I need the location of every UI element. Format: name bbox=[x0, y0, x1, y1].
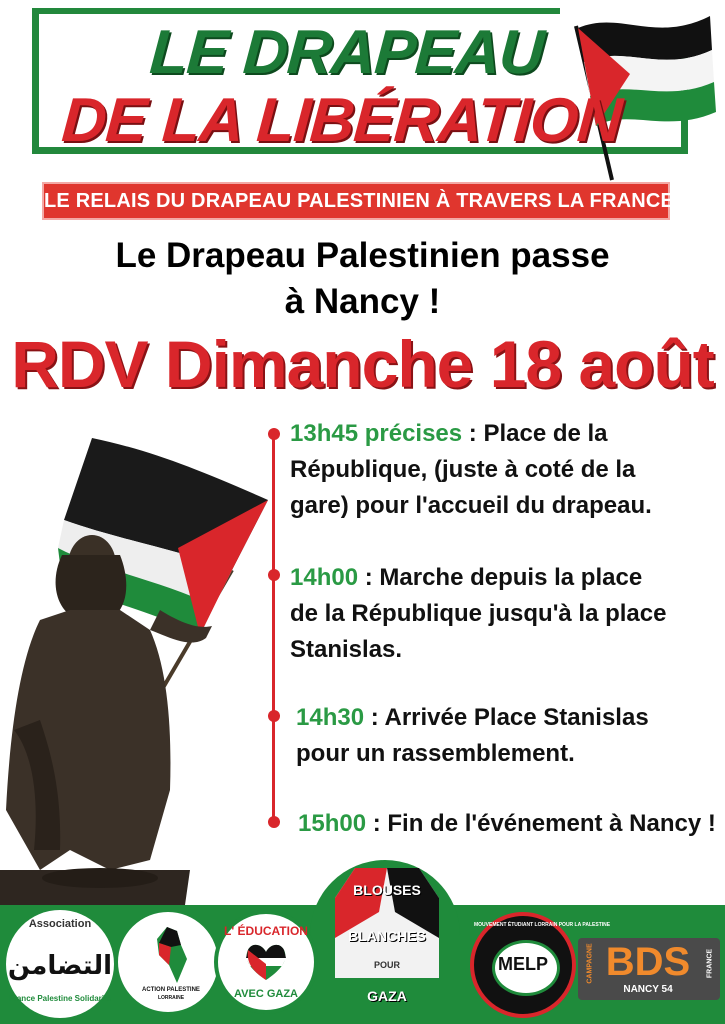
schedule-item-2 bbox=[290, 560, 710, 668]
blouses-line-3: POUR bbox=[373, 960, 400, 970]
map-icon bbox=[147, 925, 195, 985]
timeline-dot bbox=[268, 569, 280, 581]
schedule-text: de la République jusqu'à la place bbox=[290, 600, 667, 627]
schedule-item-4 bbox=[298, 806, 718, 842]
education-top-text: L' ÉDUCATION bbox=[224, 924, 308, 938]
headline-line-2: à Nancy ! bbox=[284, 282, 441, 321]
afps-top-text: Association bbox=[28, 918, 92, 930]
subtitle-banner: LE RELAIS DU DRAPEAU PALESTINIEN À TRAVERS LA FRANCE bbox=[42, 182, 670, 220]
schedule-text: Arrivée Place Stanislas bbox=[384, 704, 649, 731]
afps-bottom-text: France Palestine Solidarité bbox=[8, 994, 112, 1003]
education-bottom-text: AVEC GAZA bbox=[234, 988, 298, 1000]
education-gaza-logo bbox=[214, 910, 318, 1014]
melp-ring-text: MOUVEMENT ÉTUDIANT LORRAIN POUR LA PALESTINE bbox=[474, 922, 611, 928]
action-palestine-text: ACTION PALESTINE bbox=[142, 987, 200, 993]
schedule-item-1 bbox=[290, 416, 710, 524]
statue-with-flag-image bbox=[0, 430, 285, 910]
blouses-blanches-logo bbox=[335, 868, 439, 1018]
blouses-line-2: BLANCHES bbox=[348, 928, 426, 944]
heart-flag-icon bbox=[244, 942, 288, 982]
action-palestine-logo bbox=[118, 912, 218, 1012]
schedule-text: Marche depuis la place bbox=[379, 564, 643, 591]
afps-arabic-text: التضامن bbox=[7, 950, 113, 980]
timeline-line bbox=[272, 430, 275, 825]
afps-logo bbox=[6, 910, 114, 1018]
blouses-line-1: BLOUSES bbox=[353, 882, 421, 898]
schedule-time: 14h30 bbox=[296, 704, 365, 731]
schedule-text: gare) pour l'accueil du drapeau. bbox=[290, 492, 652, 519]
schedule-time: 13h45 précises bbox=[290, 420, 463, 447]
schedule-text: Stanislas. bbox=[290, 636, 403, 663]
schedule-text: Fin de l'événement à Nancy ! bbox=[387, 810, 716, 837]
bds-right-text: FRANCE bbox=[706, 948, 714, 979]
rdv-date: RDV Dimanche 18 août bbox=[11, 327, 714, 401]
schedule-sep: : bbox=[462, 420, 484, 447]
timeline-dot bbox=[268, 816, 280, 828]
bds-text: BDS bbox=[605, 940, 691, 984]
schedule-text: Place de la bbox=[483, 420, 608, 447]
bds-logo bbox=[578, 938, 720, 1000]
schedule-time: 15h00 bbox=[298, 810, 367, 837]
title-line-2: DE LA LIBÉRATION bbox=[59, 86, 624, 155]
headline-line-1: Le Drapeau Palestinien passe bbox=[115, 236, 610, 275]
timeline-dot bbox=[268, 710, 280, 722]
bds-sub-text: NANCY 54 bbox=[623, 984, 673, 995]
schedule-text: République, (juste à coté de la bbox=[290, 456, 636, 483]
melp-text: MELP bbox=[497, 954, 548, 974]
title-line-1: LE DRAPEAU bbox=[147, 18, 546, 87]
schedule-sep: : bbox=[366, 810, 388, 837]
timeline-dot bbox=[268, 428, 280, 440]
schedule-time: 14h00 bbox=[290, 564, 359, 591]
schedule-sep: : bbox=[358, 564, 380, 591]
bds-side-text: CAMPAGNE bbox=[586, 943, 594, 984]
schedule-item-3 bbox=[296, 700, 716, 772]
schedule-text: pour un rassemblement. bbox=[296, 740, 575, 767]
schedule-sep: : bbox=[364, 704, 385, 731]
action-palestine-sub: LORRAINE bbox=[157, 995, 185, 1001]
blouses-line-4: GAZA bbox=[367, 988, 407, 1004]
